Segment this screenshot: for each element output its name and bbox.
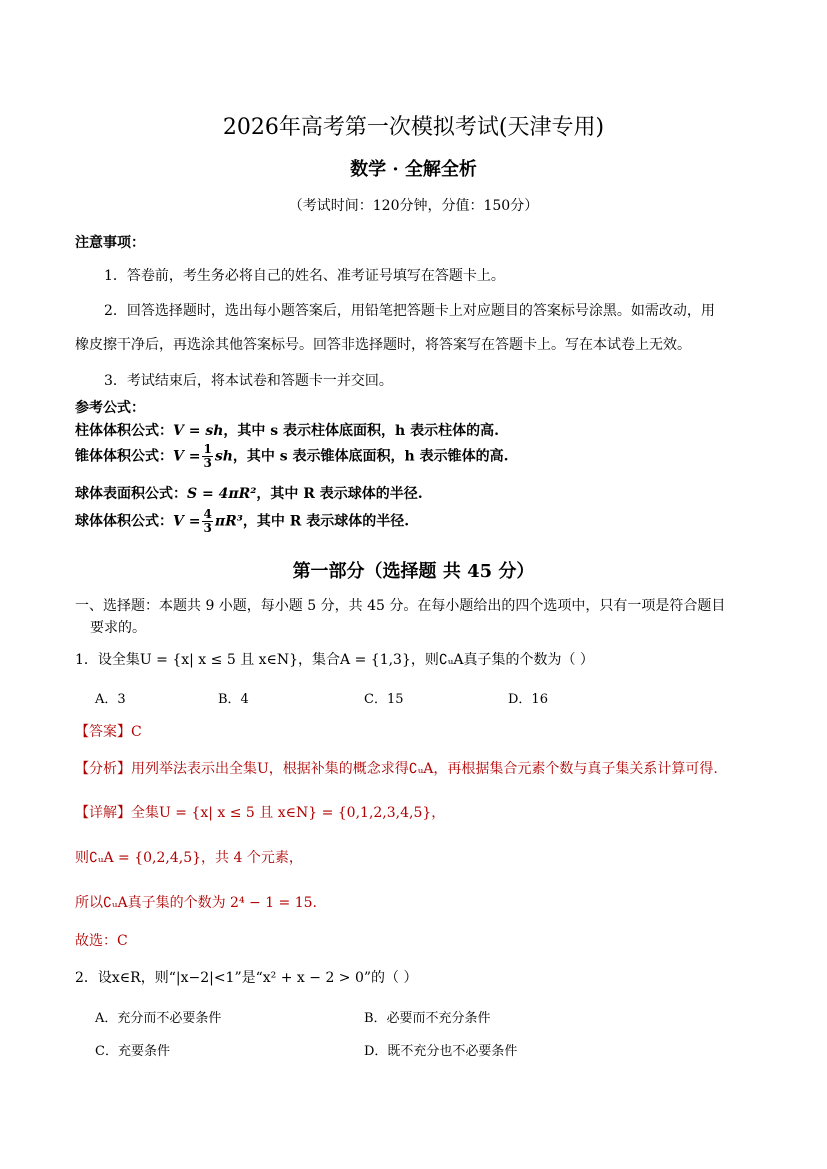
notice-heading: 注意事项：	[75, 235, 145, 251]
exam-meta: （考试时间：120分钟，分值：150分）	[288, 198, 539, 214]
question-2-option-a: A．充分而不必要条件	[95, 1011, 222, 1026]
formula-cone-num: 1	[203, 442, 212, 456]
formula-cone-label: 锥体体积公式：	[75, 448, 173, 465]
formula-sphere-area	[75, 483, 423, 503]
formula-sphere-vol-den: 3	[203, 521, 212, 535]
page-title: 2026年高考第一次模拟考试(天津专用)	[222, 115, 605, 140]
formula-sphere-vol-rhs: πR³	[214, 513, 243, 530]
formula-cone-den: 3	[203, 456, 212, 470]
notice-item-2-line-1: 2．回答选择题时，选出每小题答案后，用铅笔把答题卡上对应题目的答案标号涂黑。如需改动，用	[104, 303, 715, 319]
part-one-heading: 第一部分（选择题 共 45 分）	[292, 561, 535, 582]
question-1-option-a: A．3	[95, 692, 126, 707]
notice-item-2-line-2: 橡皮擦干净后，再选涂其他答案标号。回答非选择题时，将答案写在答题卡上。写在本试卷上无效。	[75, 337, 691, 353]
question-1-answer: 【答案】C	[75, 724, 142, 740]
formula-prism	[75, 420, 499, 440]
formula-sphere-area-label: 球体表面积公式：	[75, 486, 187, 502]
formula-prism-text: ，其中 s 表示柱体底面积，h 表示柱体的高.	[223, 423, 499, 439]
question-2-option-c: C．充要条件	[95, 1044, 170, 1059]
question-1-detail-2: 则∁ᵤA = {0,2,4,5}，共 4 个元素，	[75, 850, 303, 866]
formula-sphere-vol-fraction	[202, 508, 212, 535]
question-1-detail-4: 故选：C	[75, 933, 128, 949]
question-2-option-b: B．必要而不充分条件	[364, 1011, 491, 1026]
question-1-option-d: D．16	[508, 692, 548, 707]
formula-prism-label: 柱体体积公式：	[75, 423, 173, 439]
formula-cone-rhs: sh	[214, 448, 233, 465]
notice-item-3: 3．考试结束后，将本试卷和答题卡一并交回。	[104, 373, 393, 389]
formula-cone-fraction	[202, 443, 212, 470]
formula-sphere-vol-text: ，其中 R 表示球体的半径.	[242, 513, 410, 530]
formula-sphere-vol-label: 球体体积公式：	[75, 513, 173, 530]
page-subtitle: 数学 · 全解全析	[350, 159, 477, 180]
part-one-intro-line-1: 一、选择题：本题共 9 小题，每小题 5 分，共 45 分。在每小题给出的四个选项中，只有一项是符合题目	[75, 598, 726, 614]
formula-cone	[75, 443, 508, 470]
question-2-option-d: D．既不充分也不必要条件	[364, 1044, 518, 1059]
question-1-analysis: 【分析】用列举法表示出全集U，根据补集的概念求得∁ᵤA，再根据集合元素个数与真子集关系计算可得.	[75, 761, 718, 777]
question-1-option-b: B．4	[218, 692, 249, 707]
part-one-intro-line-2: 要求的。	[90, 620, 146, 636]
formula-sphere-area-expr: S = 4πR²	[187, 486, 257, 502]
question-2-stem: 2．设x∈R，则“|x−2|<1”是“x² + x − 2 > 0”的（ ）	[75, 970, 418, 986]
question-1-stem: 1．设全集U = {x| x ≤ 5 且 x∈N}，集合A = {1,3}，则∁ᵤA真子集的个数为（ ）	[75, 652, 594, 668]
question-1-detail-1: 【详解】全集U = {x| x ≤ 5 且 x∈N} = {0,1,2,3,4,5}，	[75, 805, 446, 821]
formula-sphere-volume	[75, 508, 409, 535]
formula-sphere-vol-num: 4	[203, 507, 212, 521]
formula-prism-expr: V = sh	[173, 423, 224, 439]
question-1-option-c: C．15	[364, 692, 404, 707]
notice-item-1: 1．答卷前，考生务必将自己的姓名、准考证号填写在答题卡上。	[104, 268, 505, 284]
formula-sphere-area-text: ，其中 R 表示球体的半径.	[256, 486, 423, 502]
question-1-detail-3: 所以∁ᵤA真子集的个数为 2⁴ − 1 = 15.	[75, 895, 318, 911]
formula-sphere-vol-lhs: V =	[173, 513, 201, 530]
formula-heading: 参考公式：	[75, 400, 145, 416]
formula-cone-lhs: V =	[173, 448, 201, 465]
formula-cone-text: ，其中 s 表示锥体底面积，h 表示锥体的高.	[232, 448, 509, 465]
